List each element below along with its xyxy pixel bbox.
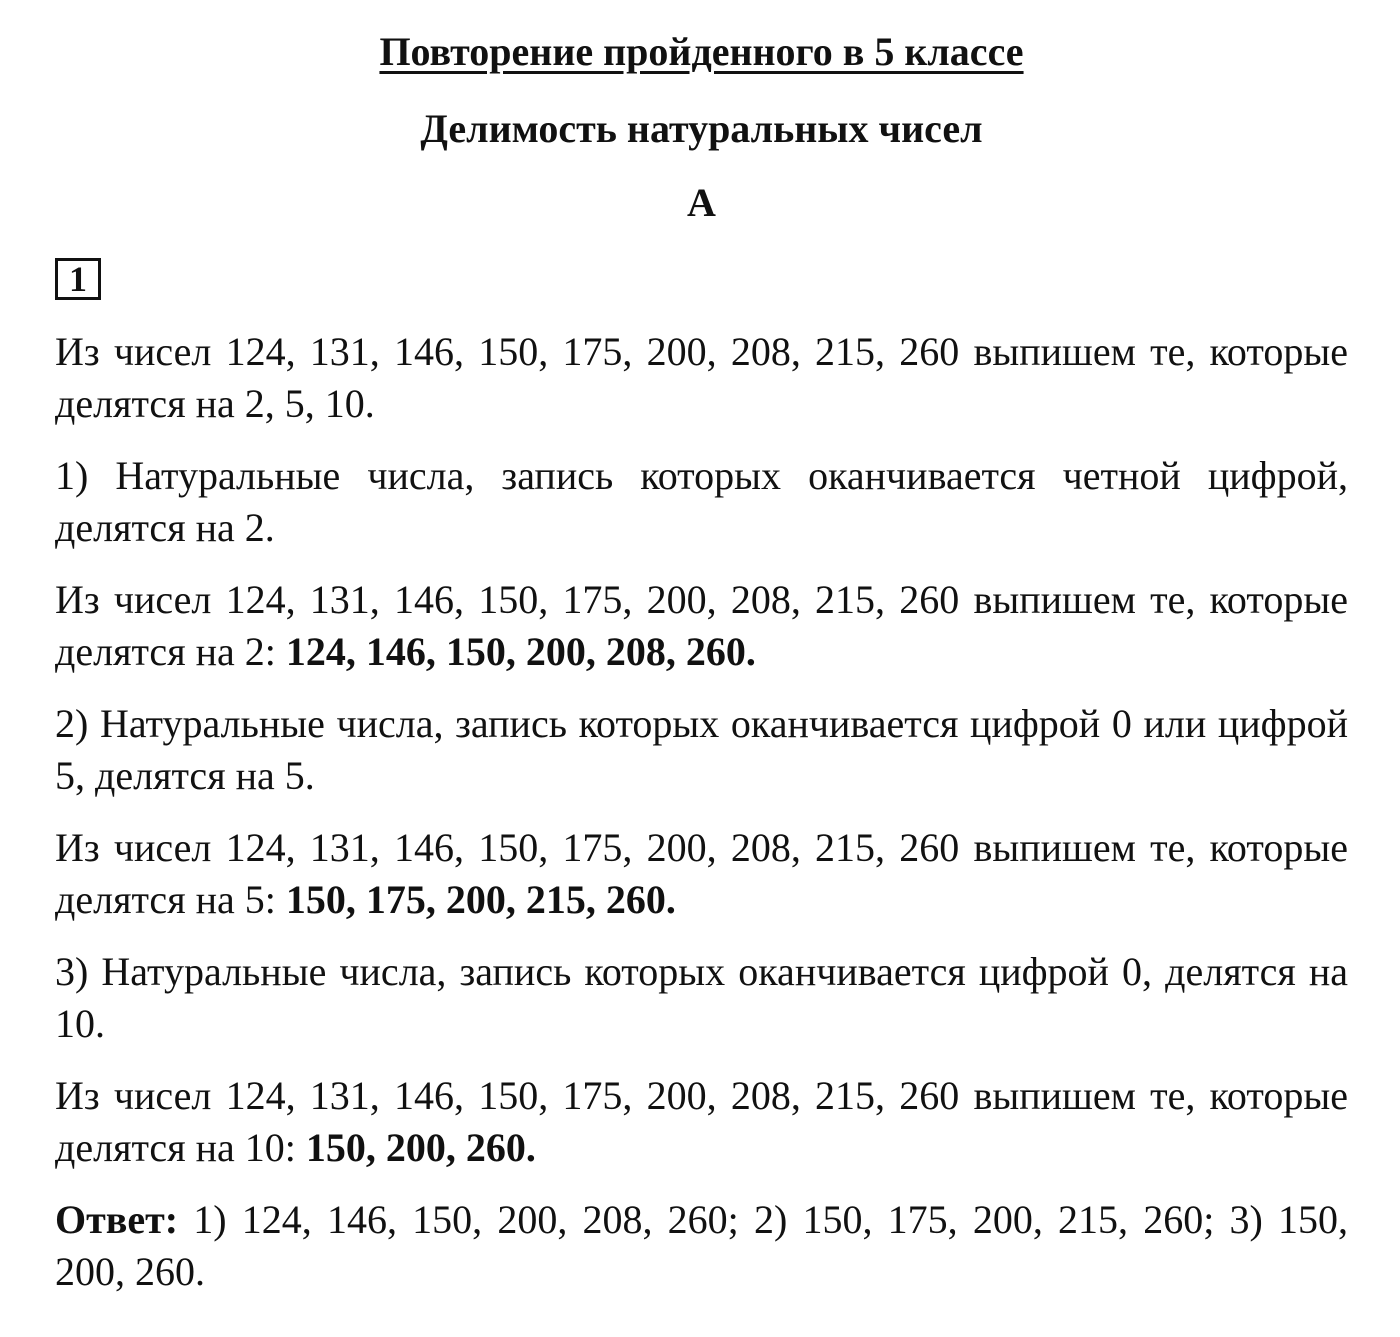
document-page xyxy=(55,30,1348,1298)
selection-paragraph-3 xyxy=(55,1070,1348,1174)
answer-paragraph xyxy=(55,1194,1348,1298)
rule-paragraph-3: 3) Натуральные числа, запись которых оканчивается цифрой 0, делятся на 10. xyxy=(55,949,1348,1046)
page-title: Повторение пройденного в 5 классе xyxy=(379,29,1024,74)
task-intro: Из чисел 124, 131, 146, 150, 175, 200, 208, 215, 260 выпишем те, которые делятся на 2, 5, 10. xyxy=(55,329,1348,426)
selection-text: Из чисел 124, 131, 146, 150, 175, 200, 208, 215, 260 выпишем те, которые делятся на 2: xyxy=(55,577,1348,674)
selection-result: 150, 175, 200, 215, 260. xyxy=(285,877,676,922)
rule-paragraph-1: 1) Натуральные числа, запись которых оканчивается четной цифрой, делятся на 2. xyxy=(55,453,1348,550)
answer-text: 1) 124, 146, 150, 200, 208, 260; 2) 150, 175, 200, 215, 260; 3) 150, 200, 260. xyxy=(55,1197,1348,1294)
difficulty-level: А xyxy=(687,180,716,225)
selection-result: 150, 200, 260. xyxy=(305,1125,536,1170)
rule-paragraph-2: 2) Натуральные числа, запись которых оканчивается цифрой 0 или цифрой 5, делятся на 5. xyxy=(55,701,1348,798)
selection-paragraph-2 xyxy=(55,822,1348,926)
task-number-box: 1 xyxy=(55,258,101,300)
selection-text: Из чисел 124, 131, 146, 150, 175, 200, 208, 215, 260 выпишем те, которые делятся на 10: xyxy=(55,1073,1348,1170)
selection-text: Из чисел 124, 131, 146, 150, 175, 200, 208, 215, 260 выпишем те, которые делятся на 5: xyxy=(55,825,1348,922)
section-subtitle: Делимость натуральных чисел xyxy=(420,106,983,151)
selection-result: 124, 146, 150, 200, 208, 260. xyxy=(285,629,756,674)
answer-label: Ответ: xyxy=(55,1197,179,1242)
selection-paragraph-1 xyxy=(55,574,1348,678)
